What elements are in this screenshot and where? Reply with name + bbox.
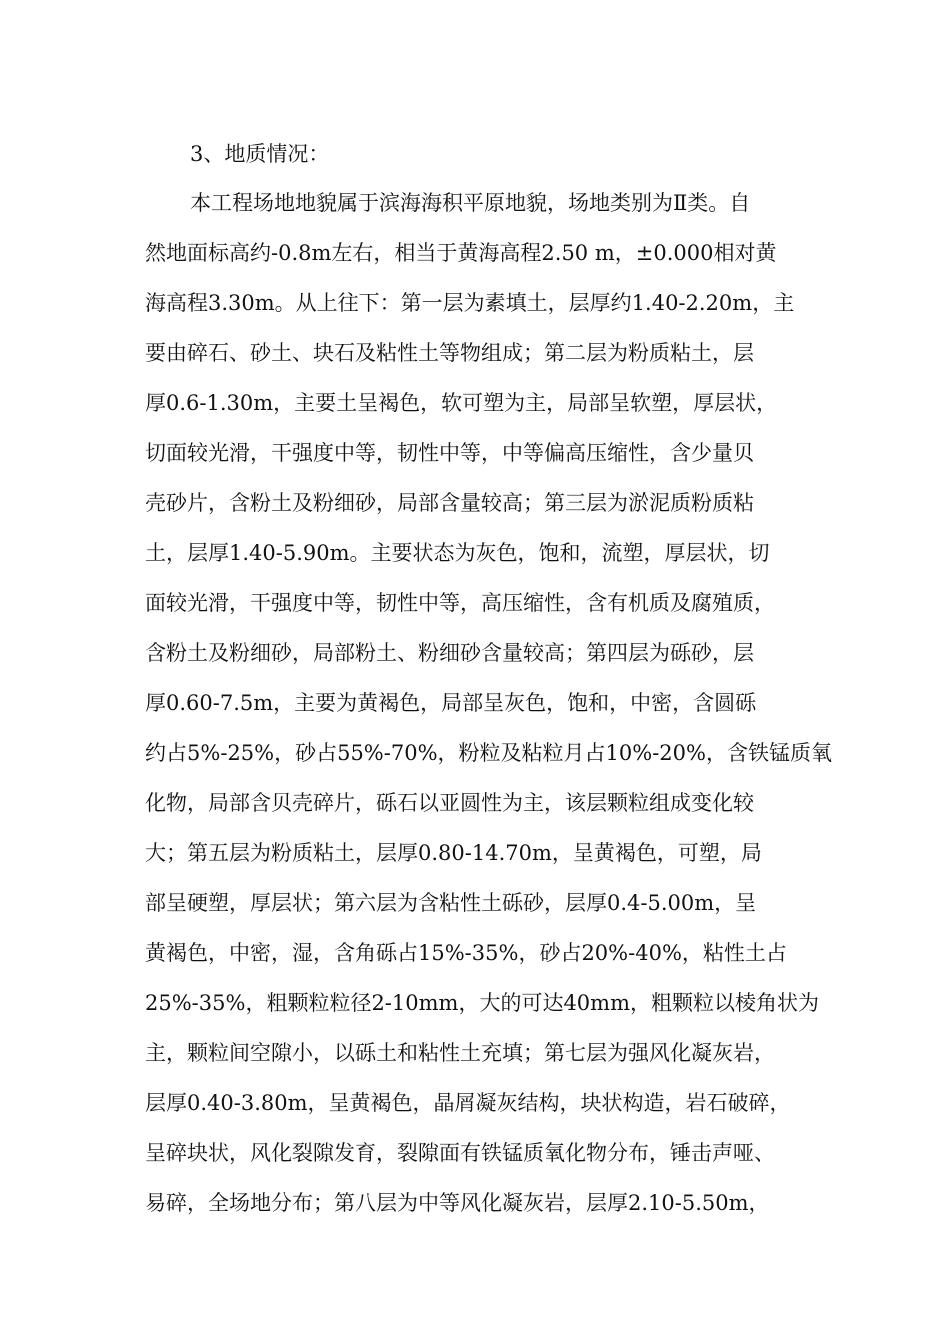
- paragraph-line: 面较光滑，干强度中等，韧性中等，高压缩性，含有机质及腐殖质，: [145, 591, 775, 615]
- paragraph-line: 海高程3.30m。从上往下：第一层为素填土，层厚约1.40-2.20m，主: [145, 291, 795, 315]
- paragraph-line: 呈碎块状，风化裂隙发育，裂隙面有铁锰质氧化物分布，锤击声哑、: [145, 1141, 775, 1165]
- paragraph-line: 厚0.60-7.5m，主要为黄褐色，局部呈灰色，饱和，中密，含圆砾: [145, 691, 757, 715]
- paragraph-line: 土，层厚1.40-5.90m。主要状态为灰色，饱和，流塑，厚层状，切: [145, 541, 770, 565]
- paragraph-line: 约占5%-25%，砂占55%-70%，粉粒及粘粒月占10%-20%，含铁锰质氧: [145, 741, 832, 765]
- paragraph-line: 含粉土及粉细砂，局部粉土、粉细砂含量较高；第四层为砾砂，层: [145, 641, 754, 665]
- paragraph-line: 主，颗粒间空隙小，以砾土和粘性土充填；第七层为强风化凝灰岩，: [145, 1041, 775, 1065]
- paragraph-line: 切面较光滑，干强度中等，韧性中等，中等偏高压缩性，含少量贝: [145, 441, 754, 465]
- paragraph-line: 大；第五层为粉质粘土，层厚0.80-14.70m，呈黄褐色，可塑，局: [145, 841, 762, 865]
- paragraph-line: 本工程场地地貌属于滨海海积平原地貌，场地类别为Ⅱ类。自: [190, 191, 751, 215]
- paragraph-line: 然地面标高约-0.8m左右，相当于黄海高程2.50 m，±0.000相对黄: [145, 241, 777, 265]
- paragraph-line: 要由碎石、砂土、块石及粘性土等物组成；第二层为粉质粘土，层: [145, 341, 754, 365]
- paragraph-line: 黄褐色，中密，湿，含角砾占15%-35%，砂占20%-40%，粘性土占: [145, 941, 787, 965]
- paragraph-line: 25%-35%，粗颗粒粒径2-10mm，大的可达40mm，粗颗粒以棱角状为: [145, 991, 819, 1015]
- paragraph-line: 壳砂片，含粉土及粉细砂，局部含量较高；第三层为淤泥质粉质粘: [145, 491, 754, 515]
- paragraph-line: 层厚0.40-3.80m，呈黄褐色，晶屑凝灰结构，块状构造，岩石破碎，: [145, 1091, 791, 1115]
- paragraph-line: 易碎，全场地分布；第八层为中等风化凝灰岩，层厚2.10-5.50m，: [145, 1191, 770, 1215]
- paragraph-line: 厚0.6-1.30m，主要土呈褐色，软可塑为主，局部呈软塑，厚层状，: [145, 391, 778, 415]
- paragraph-line: 部呈硬塑，厚层状；第六层为含粘性土砾砂，层厚0.4-5.00m，呈: [145, 891, 757, 915]
- section-heading: 3、地质情况：: [190, 142, 330, 166]
- paragraph-line: 化物，局部含贝壳碎片，砾石以亚圆性为主，该层颗粒组成变化较: [145, 791, 754, 815]
